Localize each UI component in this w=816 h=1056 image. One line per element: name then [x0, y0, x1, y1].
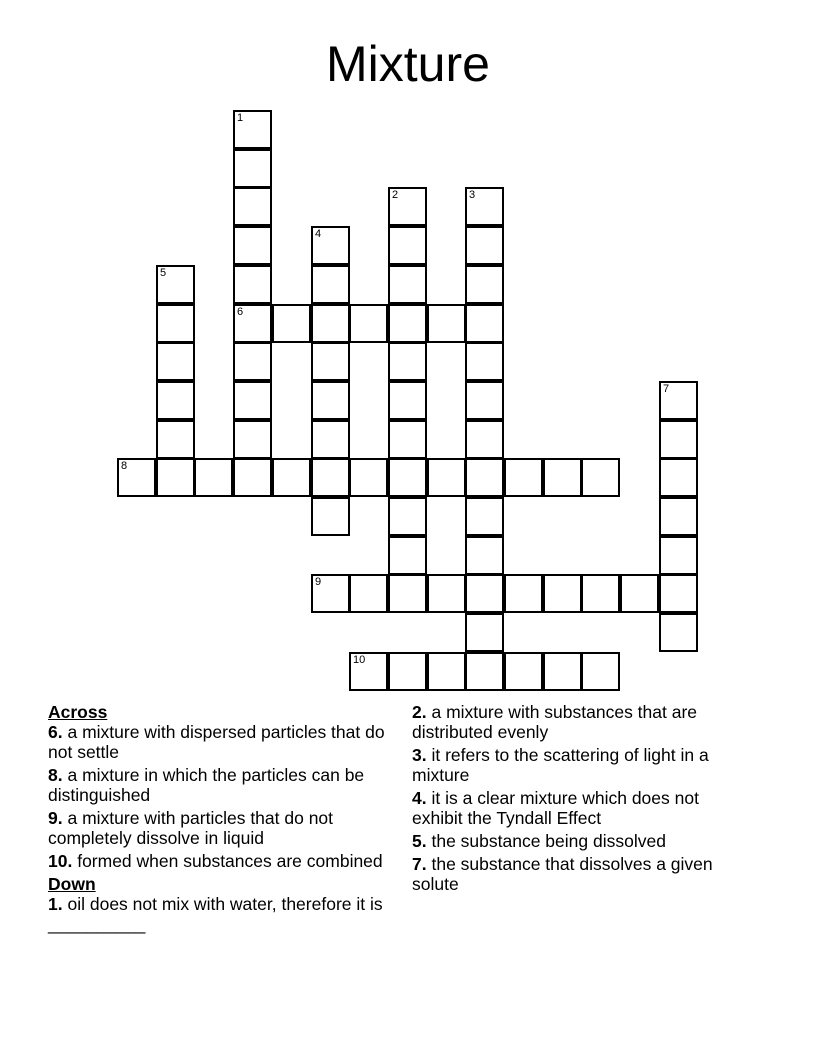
- grid-cell[interactable]: [465, 304, 504, 343]
- cell-number: 5: [160, 267, 167, 279]
- clue-across-8: 8. a mixture in which the particles can be distinguished: [48, 765, 365, 805]
- grid-cell[interactable]: [504, 458, 543, 497]
- cell-number: 6: [237, 306, 244, 318]
- grid-cell[interactable]: [620, 574, 659, 613]
- grid-cell[interactable]: [465, 381, 504, 420]
- cell-number: 10: [353, 654, 366, 666]
- grid-cell[interactable]: [388, 420, 427, 459]
- grid-cell[interactable]: [349, 458, 388, 497]
- grid-cell[interactable]: [311, 226, 350, 265]
- grid-cell[interactable]: [156, 420, 195, 459]
- clue-down-7: 7. the substance that dissolves a given solute: [412, 854, 713, 894]
- grid-cell[interactable]: [659, 574, 698, 613]
- grid-cell[interactable]: [156, 265, 195, 304]
- grid-cell[interactable]: [388, 497, 427, 536]
- grid-cell[interactable]: [388, 342, 427, 381]
- grid-cell[interactable]: [388, 652, 427, 691]
- cell-number: 9: [315, 576, 322, 588]
- grid-cell[interactable]: [659, 536, 698, 575]
- grid-cell[interactable]: [233, 381, 272, 420]
- clue-across-10: 10. formed when substances are combined: [48, 851, 383, 871]
- grid-cell[interactable]: [465, 342, 504, 381]
- cell-number: 7: [663, 383, 670, 395]
- grid-cell[interactable]: [388, 574, 427, 613]
- grid-cell[interactable]: [311, 304, 350, 343]
- grid-cell[interactable]: [311, 458, 350, 497]
- grid-cell[interactable]: [349, 652, 388, 691]
- grid-cell[interactable]: [388, 226, 427, 265]
- grid-cell[interactable]: [543, 458, 582, 497]
- cell-number: 8: [121, 460, 128, 472]
- grid-cell[interactable]: [427, 458, 466, 497]
- grid-cell[interactable]: [349, 574, 388, 613]
- cell-number: 2: [392, 189, 399, 201]
- clue-down-5: 5. the substance being dissolved: [412, 831, 666, 851]
- cell-number: 4: [315, 228, 322, 240]
- grid-cell[interactable]: [581, 574, 620, 613]
- grid-cell[interactable]: [465, 574, 504, 613]
- grid-cell[interactable]: [233, 342, 272, 381]
- clue-across-6: 6. a mixture with dispersed particles that do not settle: [48, 722, 385, 762]
- grid-cell[interactable]: [465, 420, 504, 459]
- grid-cell[interactable]: [272, 458, 311, 497]
- grid-cell[interactable]: [233, 187, 272, 226]
- grid-cell[interactable]: [233, 458, 272, 497]
- grid-cell[interactable]: [543, 652, 582, 691]
- grid-cell[interactable]: [465, 458, 504, 497]
- grid-cell[interactable]: [427, 574, 466, 613]
- grid-cell[interactable]: [659, 497, 698, 536]
- across-heading: Across: [48, 702, 108, 722]
- grid-cell[interactable]: [233, 420, 272, 459]
- down-heading: Down: [48, 874, 96, 894]
- clues-left-column: [48, 702, 388, 937]
- grid-cell[interactable]: [465, 613, 504, 652]
- grid-cell[interactable]: [156, 381, 195, 420]
- grid-cell[interactable]: [427, 652, 466, 691]
- grid-cell[interactable]: [543, 574, 582, 613]
- grid-cell[interactable]: [311, 420, 350, 459]
- grid-cell[interactable]: [233, 149, 272, 188]
- grid-cell[interactable]: [465, 536, 504, 575]
- grid-cell[interactable]: [311, 342, 350, 381]
- grid-cell[interactable]: [465, 226, 504, 265]
- cell-number: 3: [469, 189, 476, 201]
- grid-cell[interactable]: [117, 458, 156, 497]
- grid-cell[interactable]: [388, 265, 427, 304]
- grid-cell[interactable]: [156, 458, 195, 497]
- grid-cell[interactable]: [427, 304, 466, 343]
- grid-cell[interactable]: [504, 574, 543, 613]
- grid-cell[interactable]: [311, 574, 350, 613]
- grid-cell[interactable]: [233, 304, 272, 343]
- clue-down-3: 3. it refers to the scattering of light in a mixture: [412, 745, 709, 785]
- grid-cell[interactable]: [659, 458, 698, 497]
- grid-cell[interactable]: [659, 381, 698, 420]
- grid-cell[interactable]: [349, 304, 388, 343]
- puzzle-title: Mixture: [326, 36, 490, 92]
- grid-cell[interactable]: [388, 304, 427, 343]
- grid-cell[interactable]: [233, 110, 272, 149]
- grid-cell[interactable]: [233, 265, 272, 304]
- clue-down-2: 2. a mixture with substances that are distributed evenly: [412, 702, 698, 742]
- clue-down-4: 4. it is a clear mixture which does not exhibit the Tyndall Effect: [412, 788, 699, 828]
- grid-cell[interactable]: [465, 187, 504, 226]
- grid-cell[interactable]: [311, 265, 350, 304]
- grid-cell[interactable]: [581, 652, 620, 691]
- clue-down-1: 1. oil does not mix with water, therefore it is __________: [48, 894, 383, 934]
- grid-cell[interactable]: [388, 536, 427, 575]
- grid-cell[interactable]: [504, 652, 543, 691]
- grid-cell[interactable]: [659, 420, 698, 459]
- grid-cell[interactable]: [388, 458, 427, 497]
- grid-cell[interactable]: [465, 497, 504, 536]
- grid-cell[interactable]: [465, 652, 504, 691]
- grid-cell[interactable]: [272, 304, 311, 343]
- grid-cell[interactable]: [156, 304, 195, 343]
- grid-cell[interactable]: [659, 613, 698, 652]
- grid-cell[interactable]: [233, 226, 272, 265]
- cell-number: 1: [237, 112, 244, 124]
- grid-cell[interactable]: [156, 342, 195, 381]
- clue-across-9: 9. a mixture with particles that do not completely dissolve in liquid: [48, 808, 334, 848]
- grid-cell[interactable]: [465, 265, 504, 304]
- grid-cell[interactable]: [194, 458, 233, 497]
- grid-cell[interactable]: [388, 187, 427, 226]
- grid-cell[interactable]: [311, 497, 350, 536]
- grid-cell[interactable]: [388, 381, 427, 420]
- clues-right-column: [412, 702, 752, 897]
- grid-cell[interactable]: [581, 458, 620, 497]
- grid-cell[interactable]: [311, 381, 350, 420]
